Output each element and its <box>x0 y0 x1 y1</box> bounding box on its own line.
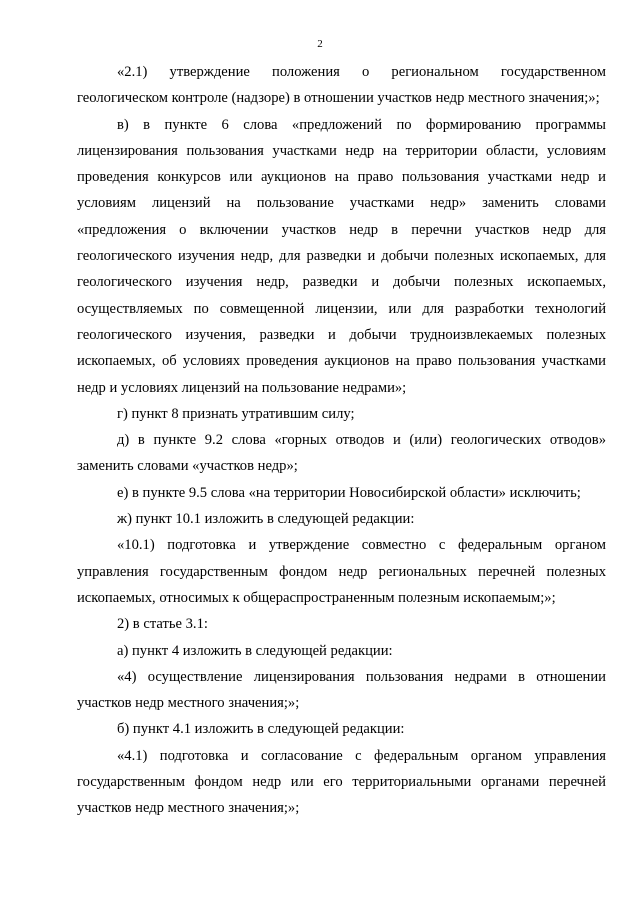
paragraph-4-text: «4) осуществление лицензирования пользования недрами в отношении участков недр местного значения;»; <box>77 668 606 712</box>
paragraph-b-clause-4-1: б) пункт 4.1 изложить в следующей редакции: <box>117 721 405 738</box>
document-body <box>77 59 606 822</box>
page-number: 2 <box>317 38 323 50</box>
paragraph-d-clause-9-2: д) в пункте 9.2 слова «горных отводов и (или) геологических отводов» заменить словами «участков недр»; <box>77 432 606 475</box>
paragraph-e-clause-9-5: е) в пункте 9.5 слова «на территории Новосибирской области» исключить; <box>117 484 581 501</box>
paragraph-v-clause-6: в) в пункте 6 слова «предложений по формированию программы лицензирования пользования участками недр на территории области, условиям проведения конкурсов или аукционов на право пользования участками недр и условиям лицензий на пользование участками недр» заменить словами «предложения о включении участков недр в перечни участков недр для геологического изучения недр, для разведки и добычи полезных ископаемых, для геологического изучения недр, разведки и добычи полезных ископаемых, осуществляемых по совмещенной лицензии, или для разработки технологий геологического изучения, разведки и добычи трудноизвлекаемых полезных ископаемых, об условиях проведения аукционов на право пользования участками недр и условиях лицензий на пользование недрами»; <box>77 116 606 396</box>
paragraph-10-1-text: «10.1) подготовка и утверждение совместно с федеральным органом управления государственным фондом недр региональных перечней полезных ископаемых, относимых к общераспространенным полезным ископаемым;»; <box>77 537 606 606</box>
paragraph-4-1-text: «4.1) подготовка и согласование с федеральным органом управления государственным фондом недр или его территориальными органами перечней участков недр местного значения;»; <box>77 747 606 817</box>
paragraph-a-clause-4: а) пункт 4 изложить в следующей редакции: <box>117 642 393 659</box>
paragraph-article-3-1: 2) в статье 3.1: <box>117 616 208 633</box>
paragraph-zh-clause-10-1: ж) пункт 10.1 изложить в следующей редакции: <box>117 511 415 528</box>
paragraph-g-clause-8: г) пункт 8 признать утратившим силу; <box>117 405 355 422</box>
paragraph-2-1-approval: «2.1) утверждение положения о региональном государственном геологическом контроле (надзоре) в отношении участков недр местного значения;»; <box>77 64 606 107</box>
